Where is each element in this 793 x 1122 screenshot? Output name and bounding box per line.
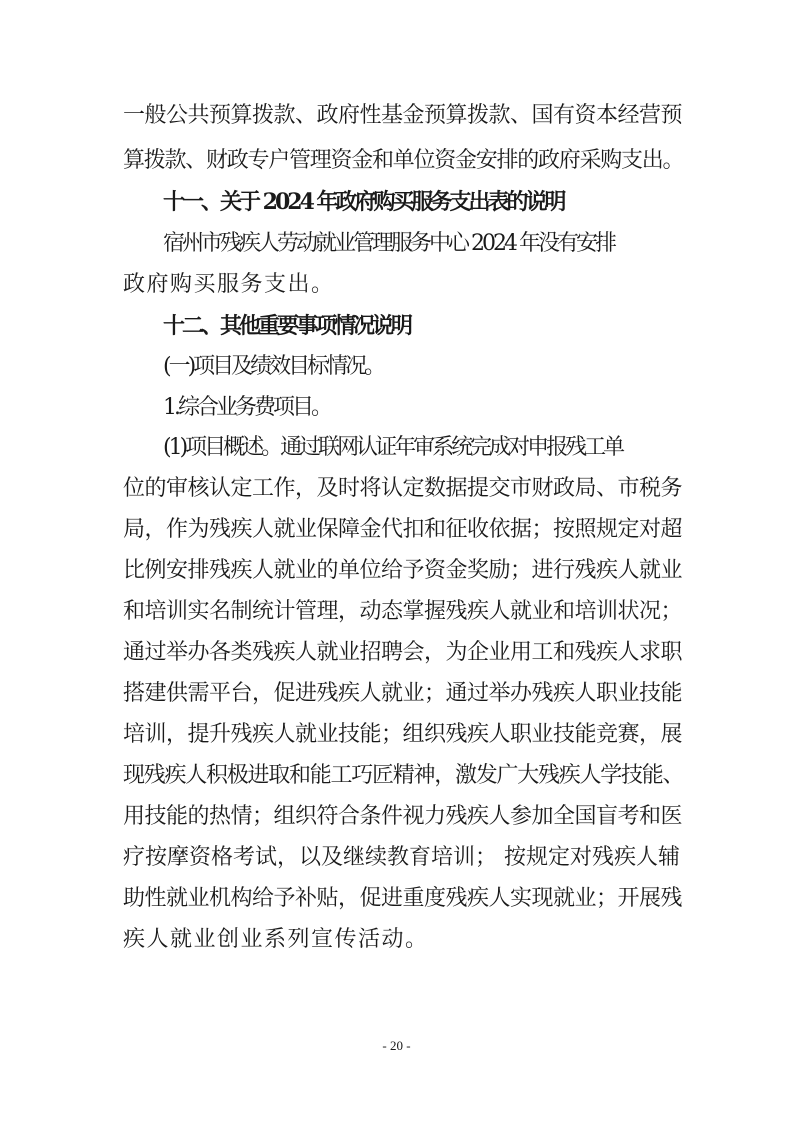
body-text-line: 现残疾人积极进取和能工巧匠精神，激发广大残疾人学技能、: [123, 763, 684, 788]
body-text-line: 局，作为残疾人就业保障金代扣和征收依据；按照规定对超: [123, 517, 683, 542]
body-text-line: (1)项目概述。通过联网认证年审系统完成对申报残工单: [163, 435, 623, 460]
subsection-heading: (一)项目及绩效目标情况。: [163, 354, 384, 379]
body-text-line: 搭建供需平台，促进残疾人就业；通过举办残疾人职业技能: [123, 681, 683, 706]
section-heading-11: 十一、关于 2024 年政府购买服务支出表的说明: [163, 189, 564, 215]
body-text-line: 一般公共预算拨款、政府性基金预算拨款、国有资本经营预: [123, 103, 683, 128]
body-text-line: 疾人就业创业系列宣传活动。: [123, 927, 429, 952]
page-number: - 20 -: [382, 1038, 411, 1053]
body-text-line: 助性就业机构给予补贴，促进重度残疾人实现就业；开展残: [123, 886, 683, 911]
body-text-line: 培训，提升残疾人就业技能；组织残疾人职业技能竞赛，展: [123, 722, 683, 747]
body-text-line: 比例安排残疾人就业的单位给予资金奖励；进行残疾人就业: [123, 558, 683, 583]
body-text-line: 和培训实名制统计管理，动态掌握残疾人就业和培训状况；: [123, 599, 683, 624]
body-text-line: 宿州市残疾人劳动就业管理服务中心 2024 年没有安排: [163, 231, 614, 256]
body-text-line: 用技能的热情；组织符合条件视力残疾人参加全国盲考和医: [123, 804, 683, 829]
body-text-line: 通过举办各类残疾人就业招聘会，为企业用工和残疾人求职: [123, 640, 683, 665]
body-text-line: 位的审核认定工作，及时将认定数据提交市财政局、市税务: [123, 476, 683, 501]
section-heading-12: 十二、其他重要事项情况说明: [163, 313, 411, 339]
body-text-line: 疗按摩资格考试，以及继续教育培训； 按规定对残疾人辅: [123, 845, 680, 870]
item-heading: 1.综合业务费项目。: [163, 395, 330, 420]
body-text-line: 政府购买服务支出。: [123, 272, 335, 297]
body-text-line: 算拨款、财政专户管理资金和单位资金安排的政府采购支出。: [123, 148, 684, 173]
